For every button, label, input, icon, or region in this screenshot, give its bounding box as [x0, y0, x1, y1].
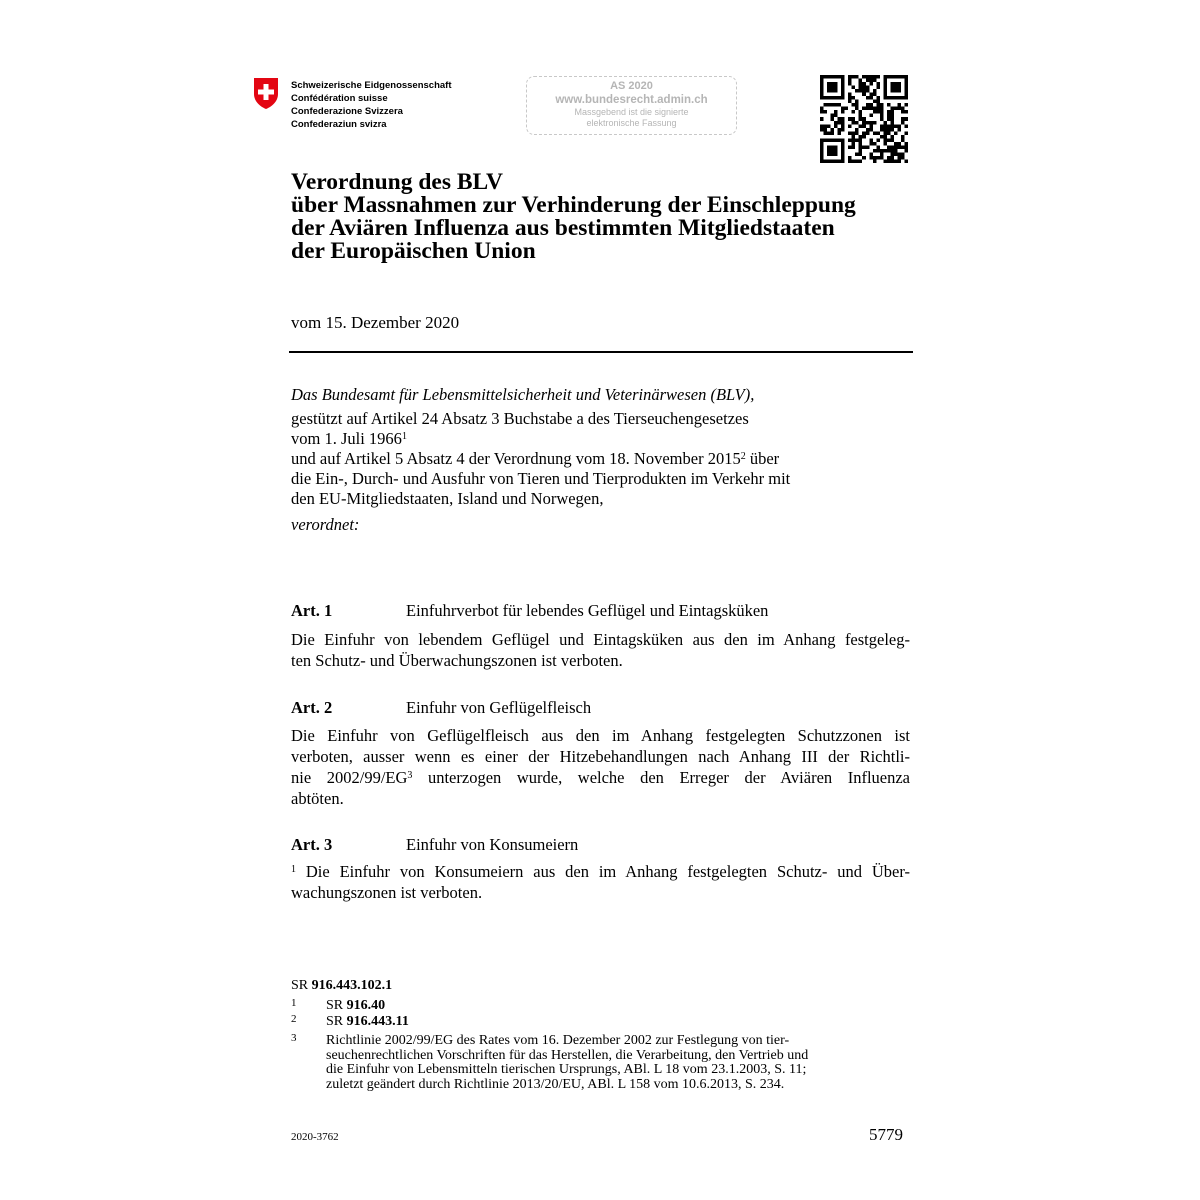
footnote-ref-1[interactable]: 1 [401, 431, 407, 442]
footnote-number: 3 [291, 1032, 297, 1044]
decrees: verordnet: [291, 515, 360, 534]
footnote-ref-2[interactable]: 2 [740, 451, 746, 462]
article-text: Die Einfuhr von Konsumeiern aus den im Anhang festgelegten Schutz- und Über- [296, 862, 910, 881]
article-line [291, 861, 910, 882]
article-3-body [291, 861, 910, 903]
article-1-number: Art. 1 [291, 601, 333, 620]
footnote-ref-3[interactable]: 3 [407, 770, 413, 781]
article-2-title: Einfuhr von Geflügelfleisch [406, 698, 592, 717]
stamp-note-2: elektronische Fassung [586, 118, 677, 128]
footnote-text [326, 1015, 409, 1029]
footnote-line: zuletzt geändert durch Richtlinie 2013/20/EU, ABl. L 158 vom 10.6.2013, S. 234. [326, 1076, 785, 1092]
preamble-text: und auf Artikel 5 Absatz 4 der Verordnung vom 18. November 2015 [291, 449, 741, 468]
confederation-de: Schweizerische Eidgenossenschaft [291, 80, 452, 91]
footnote-line: die Einfuhr von Lebensmitteln tierischen Ursprungs, ABl. L 18 vom 23.1.2003, S. 11; [326, 1062, 807, 1077]
preamble-text: über [745, 449, 780, 468]
preamble [291, 409, 790, 509]
article-text: nie 2002/99/EG [291, 768, 408, 787]
article-line: verboten, ausser wenn es einer der Hitzebehandlungen nach Anhang III der Richtli- [291, 747, 910, 766]
confederation-names [291, 79, 452, 131]
title-line: der Aviären Influenza aus bestimmten Mitgliedstaaten [291, 215, 835, 241]
ordinance-title [291, 171, 856, 263]
article-line: Die Einfuhr von lebendem Geflügel und Eintagsküken aus den im Anhang festgeleg- [291, 630, 910, 649]
stamp-note-1: Massgebend ist die signierte [574, 107, 689, 117]
title-divider [289, 351, 913, 353]
sr-number [291, 978, 392, 994]
article-text: unterzogen wurde, welche den Erreger der Aviären Influenza [412, 768, 911, 787]
footnote-text [326, 999, 385, 1013]
stamp-url[interactable]: www.bundesrecht.admin.ch [555, 94, 708, 106]
preamble-line: die Ein-, Durch- und Ausfuhr von Tieren und Tierprodukten im Verkehr mit [291, 469, 791, 488]
footnote-prefix: SR [326, 998, 347, 1013]
footnote-prefix: SR [326, 1014, 347, 1029]
preamble-line [291, 449, 790, 469]
article-line: abtöten. [291, 789, 344, 808]
title-line: Verordnung des BLV [291, 169, 504, 195]
article-3-title: Einfuhr von Konsumeiern [406, 835, 579, 854]
confederation-it: Confederazione Svizzera [291, 106, 403, 117]
footnote-number: 1 [291, 997, 297, 1009]
preamble-line: gestützt auf Artikel 24 Absatz 3 Buchstabe a des Tierseuchengesetzes [291, 409, 749, 428]
article-line: ten Schutz- und Überwachungszonen ist verboten. [291, 651, 623, 670]
preamble-line: den EU-Mitgliedstaaten, Island und Norwegen, [291, 489, 604, 508]
preamble-text: vom 1. Juli 1966 [291, 429, 402, 448]
article-1-body [291, 629, 910, 671]
article-line: wachungszonen ist verboten. [291, 883, 483, 902]
footnote-text [326, 1034, 808, 1092]
footnote-line: Richtlinie 2002/99/EG des Rates vom 16. Dezember 2002 zur Festlegung von tier- [326, 1033, 790, 1048]
article-3-number: Art. 3 [291, 835, 333, 854]
sr-value: 916.443.102.1 [311, 978, 393, 993]
issuing-authority: Das Bundesamt für Lebensmittelsicherheit und Veterinärwesen (BLV), [291, 385, 755, 404]
article-line [291, 767, 910, 788]
as-stamp [526, 76, 737, 135]
stamp-as-label: AS 2020 [610, 80, 653, 92]
title-line: über Massnahmen zur Verhinderung der Einschleppung [291, 192, 856, 218]
ordinance-date: vom 15. Dezember 2020 [291, 313, 460, 332]
confederation-rm: Confederaziun svizra [291, 119, 387, 130]
footnote-ref[interactable]: 916.40 [346, 998, 386, 1013]
paragraph-number: 1 [291, 864, 296, 875]
confederation-fr: Confédération suisse [291, 93, 388, 104]
sr-prefix: SR [291, 978, 312, 993]
article-2-body [291, 725, 910, 809]
page-number: 5779 [869, 1125, 903, 1144]
qr-code-icon [820, 75, 908, 163]
article-line: Die Einfuhr von Geflügelfleisch aus den im Anhang festgelegten Schutzzonen ist [291, 726, 910, 745]
footnote-number: 2 [291, 1013, 297, 1025]
document-id: 2020-3762 [291, 1131, 339, 1143]
swiss-cross-icon [252, 77, 280, 110]
article-2-number: Art. 2 [291, 698, 333, 717]
preamble-line [291, 429, 790, 449]
footnote-ref[interactable]: 916.443.11 [346, 1014, 409, 1029]
title-line: der Europäischen Union [291, 238, 536, 264]
footnote-line: seuchenrechtlichen Vorschriften für das Herstellen, die Verarbeitung, den Vertrieb und [326, 1047, 809, 1063]
article-1-title: Einfuhrverbot für lebendes Geflügel und Eintagsküken [406, 601, 769, 620]
